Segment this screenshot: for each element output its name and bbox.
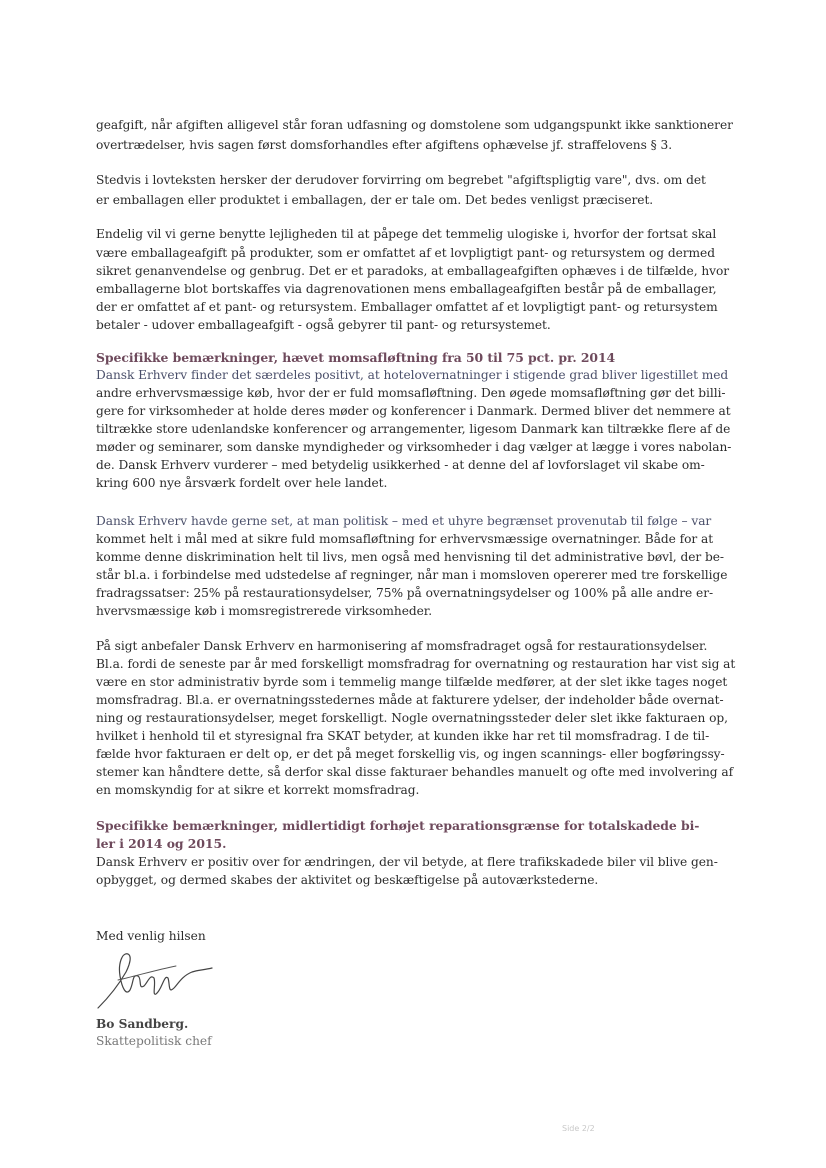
body-line: en momskyndig for at sikre et korrekt momsfradrag. xyxy=(96,783,420,797)
signatory-title: Skattepolitisk chef xyxy=(96,1034,212,1048)
body-line: Dansk Erhverv havde gerne set, at man politisk – med et uhyre begrænset provenutab til følge – var xyxy=(96,514,712,528)
body-line: Endelig vil vi gerne benytte lejligheden til at påpege det temmelig ulogiske i, hvorfor der fortsat skal xyxy=(96,227,717,241)
body-line: fælde hvor fakturaen er delt op, er det på meget forskellig vis, og ingen scannings- eller bogføringssy- xyxy=(96,747,725,761)
body-line: kring 600 nye årsværk fordelt over hele landet. xyxy=(96,476,388,490)
body-line: hvilket i henhold til et styresignal fra SKAT betyder, at kunden ikke har ret til momsfradrag. I de til- xyxy=(96,729,710,743)
body-line: møder og seminarer, som danske myndigheder og virksomheder i dag vælger at lægge i vores nabolan- xyxy=(96,440,732,454)
handwritten-signature xyxy=(96,950,216,1012)
body-line: overtrædelser, hvis sagen først domsforhandles efter afgiftens ophævelse jf. straffelovens § 3. xyxy=(96,138,673,152)
section-heading-momsafloeftning: Specifikke bemærkninger, hævet momsafløftning fra 50 til 75 pct. pr. 2014 xyxy=(96,350,616,365)
body-line: betaler - udover emballageafgift - også gebyrer til pant- og retursystemet. xyxy=(96,318,551,332)
section-heading-reparationsgraense: Specifikke bemærkninger, midlertidigt forhøjet reparationsgrænse for totalskadede bi- xyxy=(96,818,700,833)
body-line: Dansk Erhverv finder det særdeles positivt, at hotelovernatninger i stigende grad bliver ligestillet med xyxy=(96,368,729,382)
body-line: står bl.a. i forbindelse med udstedelse af regninger, når man i momsloven opererer med tre forskellige xyxy=(96,568,728,582)
body-line: hvervsmæssige køb i momsregistrerede virksomheder. xyxy=(96,604,433,618)
body-line: sikret genanvendelse og genbrug. Det er et paradoks, at emballageafgiften ophæves i de tilfælde, hvor xyxy=(96,264,730,278)
body-line: Bl.a. fordi de seneste par år med forskelligt momsfradrag for overnatning og restauration har vist sig at xyxy=(96,657,736,671)
body-line: ning og restaurationsydelser, meget forskelligt. Nogle overnatningssteder deler slet ikke fakturaen op, xyxy=(96,711,728,725)
closing-greeting: Med venlig hilsen xyxy=(96,929,206,943)
body-line: de. Dansk Erhverv vurderer – med betydelig usikkerhed - at denne del af lovforslaget vil skabe om- xyxy=(96,458,705,472)
body-line: Dansk Erhverv er positiv over for ændringen, der vil betyde, at flere trafikskadede biler vil blive gen- xyxy=(96,855,718,869)
body-line: Stedvis i lovteksten hersker der derudover forvirring om begrebet "afgiftspligtig vare", dvs. om det xyxy=(96,173,706,187)
page-number: Side 2/2 xyxy=(562,1124,595,1133)
body-line: kommet helt i mål med at sikre fuld momsafløftning for erhvervsmæssige overnatninger. Både for at xyxy=(96,532,714,546)
body-line: tiltrække store udenlandske konferencer og arrangementer, ligesom Danmark kan tiltrække flere af de xyxy=(96,422,731,436)
body-line: være emballageafgift på produkter, som er omfattet af et lovpligtigt pant- og retursystem og dermed xyxy=(96,246,715,260)
body-line: opbygget, og dermed skabes der aktivitet og beskæftigelse på autoværkstederne. xyxy=(96,873,599,887)
section-heading-reparationsgraense-cont: ler i 2014 og 2015. xyxy=(96,836,227,851)
body-line: emballagerne blot bortskaffes via dagrenovationen mens emballageafgiften består på de emballager, xyxy=(96,282,717,296)
body-line: momsfradrag. Bl.a. er overnatningsstedernes måde at fakturere ydelser, der indeholder både overnat- xyxy=(96,693,724,707)
body-line: være en stor administrativ byrde som i temmelig mange tilfælde medfører, at der slet ikke tages noget xyxy=(96,675,728,689)
body-line: geafgift, når afgiften alligevel står foran udfasning og domstolene som udgangspunkt ikke sanktionerer xyxy=(96,118,733,132)
body-line: der er omfattet af et pant- og retursystem. Emballager omfattet af et lovpligtigt pant- og retursystem xyxy=(96,300,718,314)
body-line: På sigt anbefaler Dansk Erhverv en harmonisering af momsfradraget også for restaurationsydelser. xyxy=(96,639,708,653)
body-line: gere for virksomheder at holde deres møder og konferencer i Danmark. Dermed bliver det nemmere at xyxy=(96,404,731,418)
body-line: er emballagen eller produktet i emballagen, der er tale om. Det bedes venligst præciseret. xyxy=(96,193,654,207)
signatory-name: Bo Sandberg. xyxy=(96,1017,189,1031)
body-line: komme denne diskrimination helt til livs, men også med henvisning til det administrative bøvl, der be- xyxy=(96,550,724,564)
body-line: fradragssatser: 25% på restaurationsydelser, 75% på overnatningsydelser og 100% på alle andre er- xyxy=(96,586,714,600)
body-line: stemer kan håndtere dette, så derfor skal disse fakturaer behandles manuelt og ofte med involvering af xyxy=(96,765,734,779)
body-line: andre erhvervsmæssige køb, hvor der er fuld momsafløftning. Den øgede momsafløftning gør det billi- xyxy=(96,386,726,400)
